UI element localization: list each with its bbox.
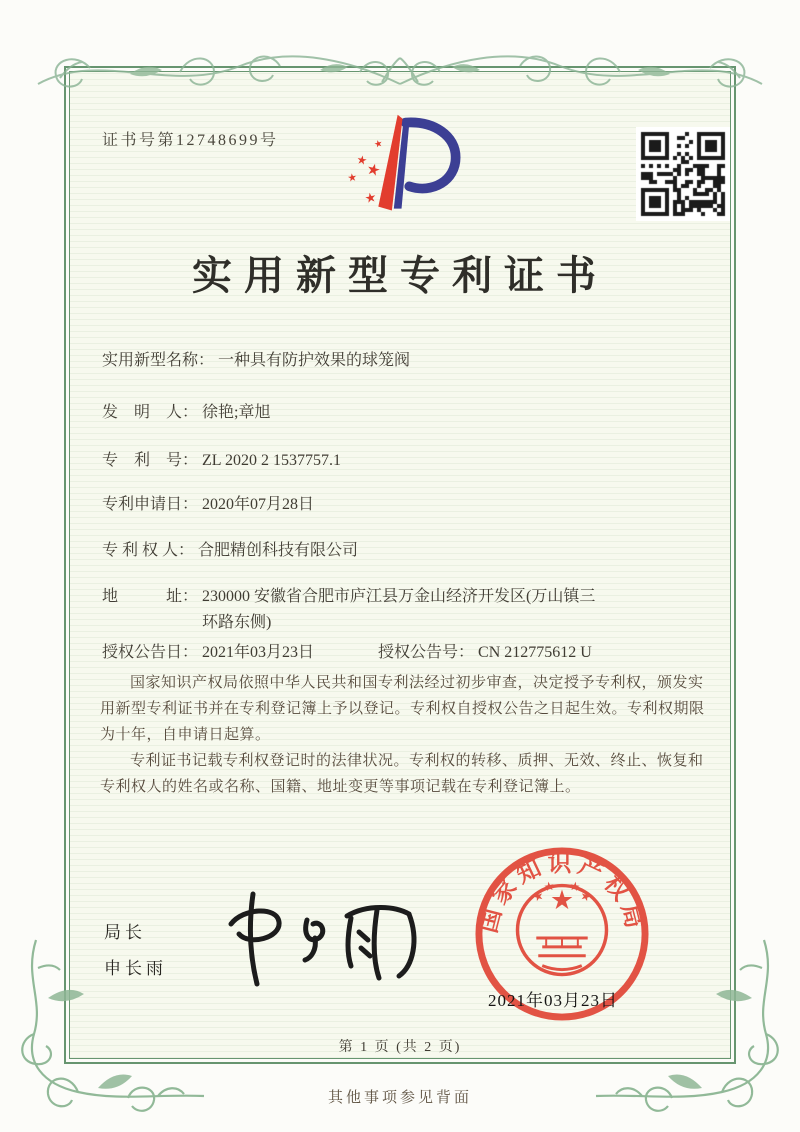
- back-side-note: 其他事项参见背面: [327, 1090, 472, 1106]
- field-label: 专 利 号：: [102, 452, 199, 469]
- page-number: 第 1 页 (共 2 页): [338, 1040, 462, 1055]
- field-label: 地 址：: [102, 588, 199, 605]
- field-row-inventor: [102, 400, 270, 426]
- commissioner-signature-icon: [215, 882, 445, 992]
- field-row-filing-date: [102, 492, 314, 518]
- legal-text-block: [100, 670, 716, 800]
- field-value: 一种具有防护效果的球笼阀: [218, 352, 411, 369]
- field-label: 授权公告号：: [378, 644, 475, 661]
- certificate-title: 实用新型专利证书: [192, 253, 608, 298]
- seal-date: 2021年03月23日: [488, 991, 618, 1010]
- field-label: 实用新型名称：: [102, 352, 215, 369]
- field-row-address: [102, 584, 602, 636]
- field-value: 合肥精创科技有限公司: [198, 542, 359, 559]
- grant-number-value: CN 212775612 U: [478, 644, 592, 661]
- field-value: 230000 安徽省合肥市庐江县万金山经济开发区(万山镇三环路东侧): [202, 588, 596, 631]
- field-row-utility-model-name: [102, 348, 410, 374]
- seal-text: 国家知识产权局: [475, 851, 649, 936]
- cnipa-logo-icon: [330, 108, 475, 226]
- field-row-patent-number: [102, 448, 341, 474]
- field-row-grant: [102, 640, 592, 666]
- field-label: 专 利 权 人：: [102, 542, 195, 559]
- qr-code: [636, 127, 730, 221]
- grant-date-value: 2021年03月23日: [202, 644, 315, 661]
- certificate-number: 证书号第12748699号: [102, 132, 279, 149]
- legal-paragraph-1: 国家知识产权局依照中华人民共和国专利法经过初步审查，决定授予专利权，颁发实用新型专利证书并在专利登记簿上予以登记。专利权自授权公告之日起生效。专利权期限为十年，自申请日起算。: [100, 675, 705, 743]
- field-row-patentee: [102, 538, 358, 564]
- field-label: 发 明 人：: [102, 404, 199, 421]
- commissioner-title: 局长: [104, 923, 146, 942]
- legal-paragraph-2: 专利证书记载专利权登记时的法律状况。专利权的转移、质押、无效、终止、恢复和专利权人的姓名或名称、国籍、地址变更等事项记载在专利登记簿上。: [100, 753, 704, 795]
- commissioner-name: 申长雨: [104, 959, 167, 978]
- field-label: 授权公告日：: [102, 644, 199, 661]
- field-value: 2020年07月28日: [202, 496, 315, 513]
- field-value: ZL 2020 2 1537757.1: [202, 452, 341, 469]
- field-value: 徐艳;章旭: [202, 404, 271, 421]
- field-label: 专利申请日：: [102, 496, 199, 513]
